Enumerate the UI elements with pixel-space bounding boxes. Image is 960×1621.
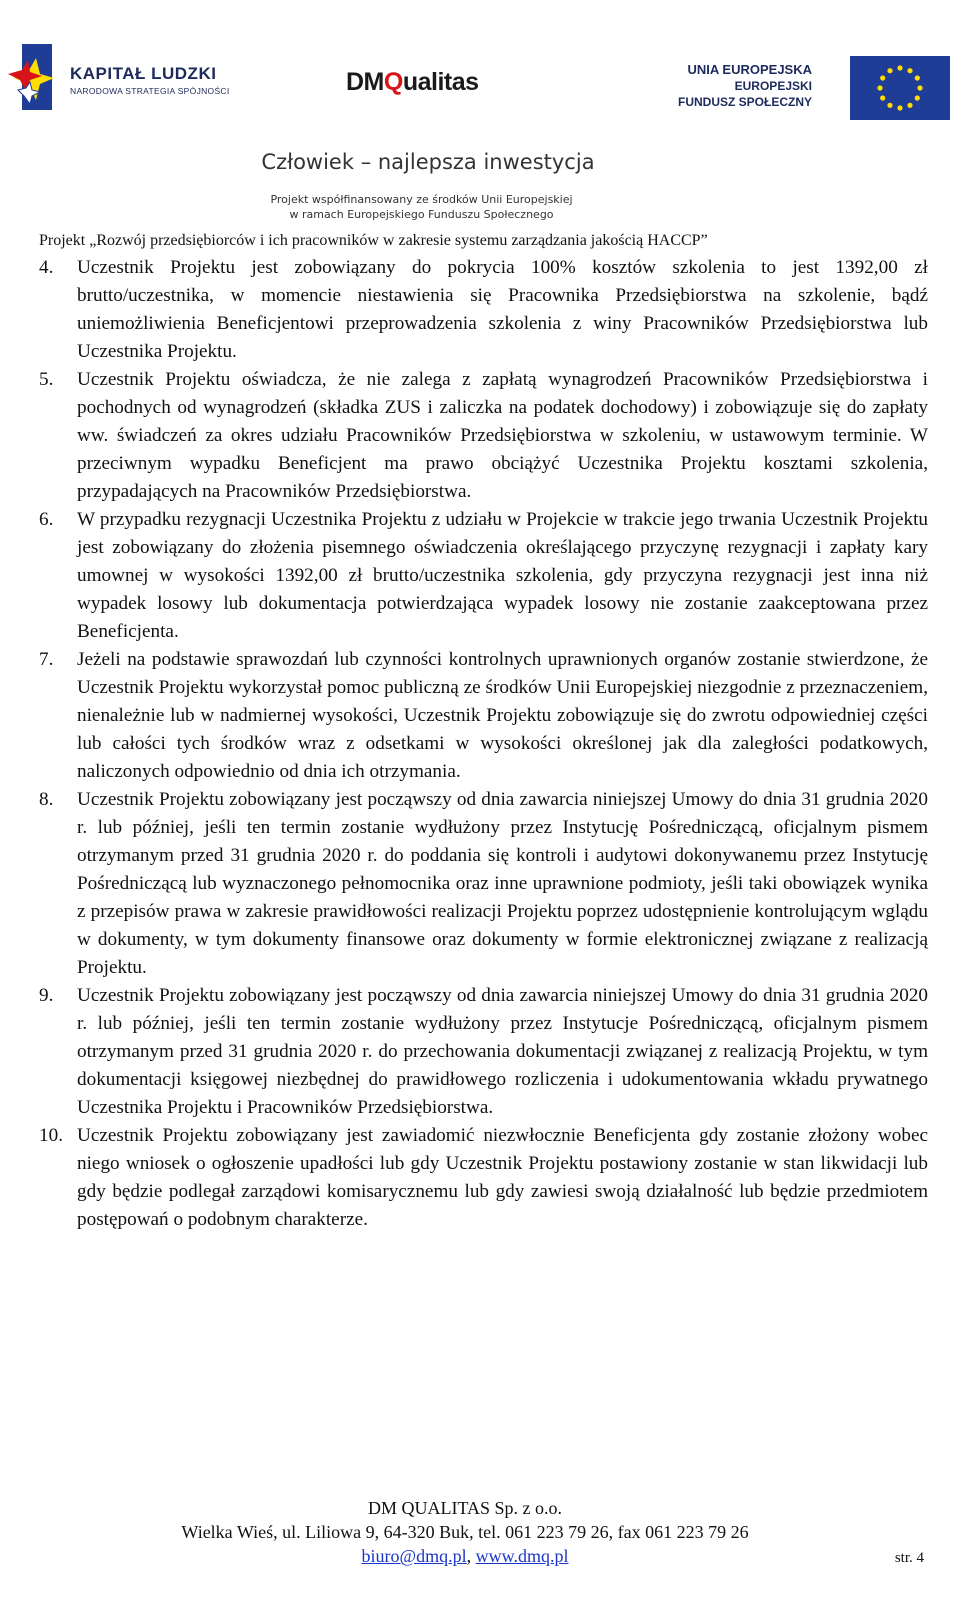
eu-logo	[660, 56, 950, 122]
list-item	[39, 366, 928, 506]
kapital-ludzki-title: KAPITAŁ LUDZKI	[70, 64, 217, 83]
list-item	[39, 982, 928, 1122]
slogan: Człowiek – najlepsza inwestycja	[261, 150, 595, 174]
kapital-ludzki-emblem-icon	[8, 44, 64, 116]
list-item	[39, 786, 928, 982]
item-number: 5.	[39, 369, 54, 390]
item-number: 8.	[39, 789, 54, 810]
page-header	[0, 0, 960, 240]
dmq-logo-q: Q	[383, 68, 403, 96]
email-link[interactable]: biuro@dmq.pl	[361, 1546, 467, 1566]
dmq-logo-part1: DM	[346, 68, 384, 96]
eu-line-3: FUNDUSZ SPOŁECZNY	[677, 95, 812, 109]
numbered-list	[39, 254, 928, 1234]
page-number: str. 4	[894, 1550, 924, 1566]
item-number: 4.	[39, 257, 54, 278]
item-text: Uczestnik Projektu zobowiązany jest począwszy od dnia zawarcia niniejszej Umowy do dnia 31 grudnia 2020 r. lub później, jeśli ten termin zostanie wydłużony przez Instytucje Pośredniczącą, oficjalnym pismem otrzymanym przed 31 grudnia 2020 r. do przechowania dokumentacji związanej z realizacją Projektu, w tym dokumentacji księgowej niezbędnej do prawidłowego rozliczenia i udokumentowania wkładu prywatnego Uczestnika Projektu i Pracowników Przedsiębiorstwa.	[77, 985, 928, 1118]
item-number: 7.	[39, 649, 54, 670]
list-item	[39, 646, 928, 786]
kapital-ludzki-logo	[8, 44, 248, 116]
project-title: Projekt „Rozwój przedsiębiorców i ich pracowników w zakresie systemu zarządzania jakością HACCP”	[39, 232, 708, 249]
dmqualitas-logo	[346, 68, 479, 97]
website-link[interactable]: www.dmq.pl	[475, 1546, 569, 1566]
item-text: Uczestnik Projektu zobowiązany jest zawiadomić niezwłocznie Beneficjenta gdy zostanie złożony wobec niego wniosek o ogłoszenie upadłości lub gdy Uczestnik Projektu postawiony zostanie w stan likwidacji lub gdy będzie podlegał zarządowi komisarycznemu lub gdy zawiesi swoją działalność lub będzie przedmiotem postępowań o podobnym charakterze.	[77, 1125, 928, 1230]
list-item	[39, 1122, 928, 1234]
footer-address: Wielka Wieś, ul. Liliowa 9, 64-320 Buk, tel. 061 223 79 26, fax 061 223 79 26	[181, 1522, 749, 1542]
item-number: 6.	[39, 509, 54, 530]
footer-contact	[0, 1546, 930, 1567]
list-item	[39, 506, 928, 646]
list-item	[39, 254, 928, 366]
item-number: 10.	[39, 1125, 63, 1146]
cofinance-line-1: Projekt współfinansowany ze środków Unii Europejskiej	[270, 193, 573, 206]
footer-separator: ,	[466, 1546, 472, 1566]
eu-flag-icon	[850, 56, 950, 120]
footer-company: DM QUALITAS Sp. z o.o.	[367, 1498, 563, 1518]
kapital-ludzki-subtitle: NARODOWA STRATEGIA SPÓJNOŚCI	[70, 86, 230, 96]
item-text: Uczestnik Projektu zobowiązany jest począwszy od dnia zawarcia niniejszej Umowy do dnia 31 grudnia 2020 r. lub później, jeśli ten termin zostanie wydłużony przez Instytucję Pośredniczącą, oficjalnym pismem otrzymanym przed 31 grudnia 2020 r. do poddania się kontroli i audytowi dokonywanemu przez Instytucję Pośredniczącą lub wyznaczonego pełnomocnika oraz inne uprawnione podmioty, jeśli taki obowiązek wynika z przepisów prawa w zakresie prawidłowości realizacji Projektu poprzez udostępnienie kontrolującym wglądu w dokumenty, w tym dokumenty finansowe oraz dokumenty w formie elektronicznej związane z realizacją Projektu.	[77, 789, 928, 978]
item-text: Uczestnik Projektu oświadcza, że nie zalega z zapłatą wynagrodzeń Pracowników Przedsiębiorstwa i pochodnych od wynagrodzeń (składka ZUS i zaliczka na podatek dochodowy) i zobowiązuje się do zapłaty ww. świadczeń za okres udziału Pracowników Przedsiębiorstwa w szkoleniu, w ustawowym terminie. W przeciwnym wypadku Beneficjent ma prawo obciążyć Uczestnika Projektu kosztami szkolenia, przypadających na Pracowników Przedsiębiorstwa.	[77, 369, 928, 502]
eu-line-1: UNIA EUROPEJSKA	[687, 62, 812, 77]
dmq-logo-part3: ualitas	[402, 68, 479, 96]
item-text: Jeżeli na podstawie sprawozdań lub czynności kontrolnych uprawnionych organów zostanie stwierdzone, że Uczestnik Projektu wykorzystał pomoc publiczną ze środków Unii Europejskiej niezgodnie z przeznaczeniem, nienależnie lub w nadmiernej wysokości, Uczestnik Projektu zobowiązuje się do zwrotu odpowiedniej części lub całości tych środków wraz z odsetkami w wysokości określonej jak dla zaległości podatkowych, naliczonych odpowiednio od dnia ich otrzymania.	[77, 649, 928, 782]
item-text: W przypadku rezygnacji Uczestnika Projektu z udziału w Projekcie w trakcie jego trwania Uczestnik Projektu jest zobowiązany do złożenia pisemnego oświadczenia określającego przyczynę rezygnacji i zapłaty kary umownej w wysokości 1392,00 zł brutto/uczestnika szkolenia, gdy przyczyna rezygnacji jest inna niż wypadek losowy lub dokumentacja potwierdzająca wypadek losowy nie zostanie zaakceptowana przez Beneficjenta.	[77, 509, 928, 642]
eu-line-2: EUROPEJSKI	[734, 79, 812, 93]
cofinance-line-2: w ramach Europejskiego Funduszu Społecznego	[289, 208, 554, 221]
eu-logo-text	[678, 62, 812, 110]
item-text: Uczestnik Projektu jest zobowiązany do pokrycia 100% kosztów szkolenia to jest 1392,00 zł brutto/uczestnika, w momencie niestawienia się Pracownika Przedsiębiorstwa na szkolenie, bądź uniemożliwienia Beneficjentowi przeprowadzenia szkolenia z winy Pracowników Przedsiębiorstwa lub Uczestnika Projektu.	[77, 257, 928, 362]
item-number: 9.	[39, 985, 54, 1006]
